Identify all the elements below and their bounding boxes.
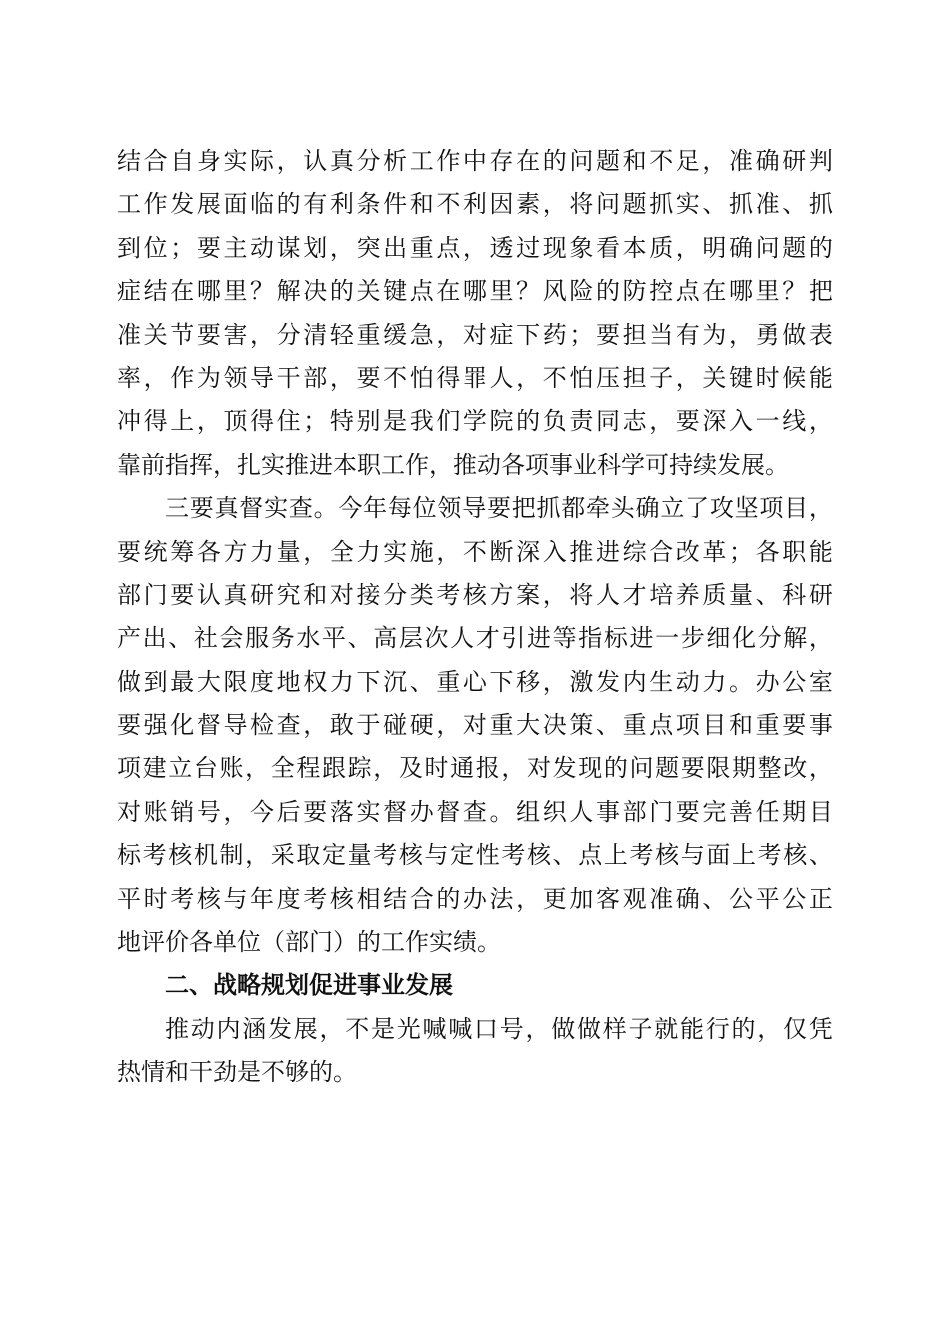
text-line: 三 要 真 督 实 查 。 今 年 每 位 领 导 要 把 抓 都 牵 头 确 立 了 攻 坚 项 目 ， [165,494,833,523]
text-line: 项 建 立 台 账 ， 全 程 跟 踪 ， 及 时 通 报 ， 对 发 现 的 问 题 要 限 期 整 改 ， [117,754,833,783]
text-line: 标 考 核 机 制 ， 采 取 定 量 考 核 与 定 性 考 核 、 点 上 考 核 与 面 上 考 核 、 [117,841,833,870]
text-line: 热情和干劲是不够的。 [117,1058,357,1087]
text-line: 做 到 最 大 限 度 地 权 力 下 沉 、 重 心 下 移 ， 激 发 内 生 动 力 。 办 公 室 [117,667,833,696]
text-line: 症 结 在 哪 里 ？ 解 决 的 关 键 点 在 哪 里 ？ 风 险 的 防 控 点 在 哪 里 ？ 把 [117,277,833,306]
text-line: 地评价各单位（部门）的工作实绩。 [117,928,501,957]
text-line: 率 ， 作 为 领 导 干 部 ， 要 不 怕 得 罪 人 ， 不 怕 压 担 子 ， 关 键 时 候 能 [117,363,833,392]
text-line: 结 合 自 身 实 际 ， 认 真 分 析 工 作 中 存 在 的 问 题 和 不 足 ， 准 确 研 判 [117,147,833,175]
paragraph-p1 [117,140,833,487]
paragraph-p2 [117,487,833,964]
text-line: 到 位 ； 要 主 动 谋 划 ， 突 出 重 点 ， 透 过 现 象 看 本 质 ， 明 确 问 题 的 [117,233,833,262]
section-heading: 二、战略规划促进事业发展 [165,971,453,1000]
text-line: 推 动 内 涵 发 展 ， 不 是 光 喊 喊 口 号 ， 做 做 样 子 就 能 行 的 ， 仅 凭 [165,1014,833,1043]
text-line: 准 关 节 要 害 ， 分 清 轻 重 缓 急 ， 对 症 下 药 ； 要 担 当 有 为 ， 勇 做 表 [117,320,833,349]
paragraph-p3 [117,1008,833,1095]
text-line: 平 时 考 核 与 年 度 考 核 相 结 合 的 办 法 ， 更 加 客 观 准 确 、 公 平 公 正 [117,884,833,913]
document-body [117,140,833,1095]
text-line: 冲 得 上 ， 顶 得 住 ； 特 别 是 我 们 学 院 的 负 责 同 志 ， 要 深 入 一 线 ， [117,407,833,436]
text-line: 要 统 筹 各 方 力 量 ， 全 力 实 施 ， 不 断 深 入 推 进 综 合 改 革 ； 各 职 能 [117,537,833,566]
text-line: 工 作 发 展 面 临 的 有 利 条 件 和 不 利 因 素 ， 将 问 题 抓 实 、 抓 准 、 抓 [117,190,833,219]
text-line: 对 账 销 号 ， 今 后 要 落 实 督 办 督 查 。 组 织 人 事 部 门 要 完 善 任 期 目 [117,797,833,826]
text-line: 产 出 、 社 会 服 务 水 平 、 高 层 次 人 才 引 进 等 指 标 进 一 步 细 化 分 解 ， [117,624,833,653]
text-line: 靠前指挥，扎实推进本职工作，推动各项事业科学可持续发展。 [117,450,789,479]
text-line: 要 强 化 督 导 检 查 ， 敢 于 碰 硬 ， 对 重 大 决 策 、 重 点 项 目 和 重 要 事 [117,711,833,740]
text-line: 部 门 要 认 真 研 究 和 对 接 分 类 考 核 方 案 ， 将 人 才 培 养 质 量 、 科 研 [117,580,833,609]
